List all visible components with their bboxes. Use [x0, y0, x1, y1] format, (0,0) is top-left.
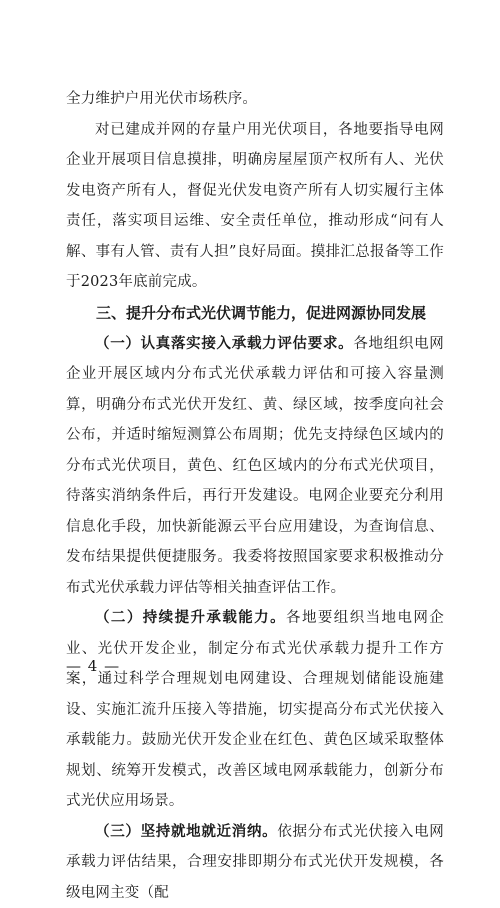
paragraph-existing-projects [66, 115, 444, 298]
item-lead: （三）坚持就地就近消纳。 [95, 824, 277, 840]
paragraph-text: 各地组织电网企业开展区域内分布式光伏承载力评估和可接入容量测算，明确分布式光伏开发红、黄、绿区域，按季度向社会公布，并适时缩短测算公布周期；优先支持绿色区域内的分布式光伏项目，黄色、红色区域内的分布式光伏项目，待落实消纳条件后，再行开发建设。电网企业要充分利用信息化手段，加快新能源云平台应用建设，为查询信息、发布结果提供便捷服务。我委将按照国家要求积极推动分布式光伏承载力评估等相关抽查评估工作。 [66, 336, 444, 596]
page-number: — 4 — [66, 657, 120, 675]
paragraph-continuation [66, 84, 444, 115]
paragraph-text: 各地要组织当地电网企业、光伏开发企业，制定分布式光伏承载力提升工作方案，通过科学合理规划电网建设、合理规划储能设施建设、实施汇流升压接入等措施，切实提高分布式光伏接入承载能力。鼓励光伏开发企业在红色、黄色区域采取整体规划、统筹开发模式，改善区域电网承载能力，创新分布式光伏应用场景。 [66, 610, 444, 809]
paragraph-text: 全力维护户用光伏市场秩序。 [66, 91, 257, 107]
item-lead: （一）认真落实接入承载力评估要求。 [95, 336, 353, 352]
document-body [66, 84, 444, 908]
section-heading: 三、提升分布式光伏调节能力，促进网源协同发展 [66, 298, 444, 329]
paragraph-text: 对已建成并网的存量户用光伏项目，各地要指导电网企业开展项目信息摸排，明确房屋屋顶产权所有人、光伏发电资产所有人，督促光伏发电资产所有人切实履行主体责任，落实项目运维、安全责任单位，推动形成“问有人解、事有人管、责有人担”良好局面。摸排汇总报备等工作于2023年底前完成。 [66, 122, 444, 291]
paragraph-item-2 [66, 603, 444, 817]
paragraph-item-3 [66, 817, 444, 908]
paragraph-item-1 [66, 329, 444, 604]
item-lead: （二）持续提升承载能力。 [95, 610, 286, 626]
paragraph-text: 依据分布式光伏接入电网承载力评估结果，合理安排即期分布式光伏开发规模，各级电网主变（配 [66, 824, 444, 901]
